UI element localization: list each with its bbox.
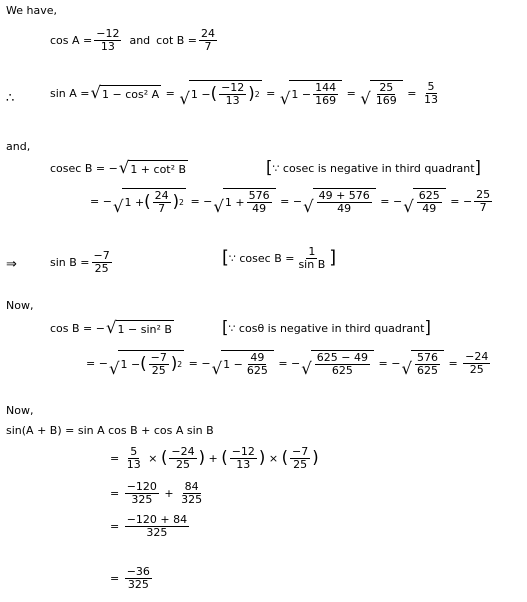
cos-b-formula: [50, 320, 175, 337]
cosec-b-derivation: = − √ 1 + ( $\frac{24}{7}$ ) 2 = − √ 1 + $\frac{576}{49}$ = − √ $\frac{49 + 576}{49}$ = − √ $\frac{625}{49}$ = − $\frac{25}{7}$: [90, 188, 491, 216]
sqrt-expression: √ $\frac{625}{49}$: [403, 188, 446, 215]
heading-now-2: Now,: [6, 404, 34, 417]
sin-a-label: sin A =: [50, 87, 90, 100]
sum-step-4: = $\frac{-36}{325}$: [110, 565, 150, 591]
therefore-symbol: ∴: [6, 91, 15, 106]
and-word: and: [129, 34, 151, 47]
sqrt-expression: √ 1 − $\frac{49}{625}$: [212, 350, 274, 377]
sqrt-expression: √ 1 − sin² B: [105, 318, 172, 337]
sin-a-derivation: sin A = √ 1 − cos² A = √ 1 − ( $\frac{-12}{13}$ ) 2 = √ 1 − $\frac{144}{169}$ = √ $\frac{25}{169}$ = $\frac{5}{13}$: [50, 80, 439, 108]
sin-b-label: sin B =: [50, 256, 90, 269]
sqrt-expression: √ $\frac{25}{169}$: [360, 80, 403, 107]
sqrt-expression: √ 1 − $\frac{144}{169}$: [280, 80, 342, 107]
cosec-b-label: cosec B = −: [50, 161, 118, 175]
cos-b-note: [ ∵ cosθ is negative in third quadrant ]: [222, 318, 431, 337]
sin-b-fraction: $\frac{-7}{25}$: [93, 249, 110, 275]
cos-b-result: $\frac{-24}{25}$: [465, 350, 489, 376]
sin-b-note: [ ∵ cosec B = $\frac{1}{\text{sin B}}$ ]: [222, 245, 337, 271]
sin-a-result: $\frac{5}{13}$: [424, 80, 439, 106]
sqrt-expression: √ 1 + cot² B: [118, 158, 187, 177]
sum-step-3: = $\frac{-120 + 84}{325}$: [110, 513, 188, 539]
sqrt-expression: √ $\frac{625 - 49}{625}$: [301, 350, 374, 377]
cos-a-label: cos A =: [50, 34, 93, 47]
sqrt-expression: √ 1 − ( $\frac{-7}{25}$ ) 2: [108, 351, 183, 378]
implies-symbol: ⇒: [6, 257, 17, 272]
cot-b-fraction: $\frac{24}{7}$: [201, 27, 216, 53]
heading-and: and,: [6, 140, 31, 153]
cos-b-label: cos B = −: [50, 321, 105, 335]
sqrt-expression: √ $\frac{576}{625}$: [401, 350, 444, 377]
sqrt-expression: √ 1 + ( $\frac{24}{7}$ ) 2: [112, 189, 184, 216]
sqrt-expression: √ 1 − ( $\frac{-12}{13}$ ) 2: [179, 81, 260, 108]
sqrt-expression: √ 1 − cos² A: [90, 83, 160, 103]
sqrt-expression: √ 1 + $\frac{576}{49}$: [213, 188, 275, 215]
sin-b-value: [50, 250, 114, 275]
sqrt-expression: √ $\frac{49 + 576}{49}$: [303, 188, 376, 215]
cosec-b-note: [ ∵ cosec is negative in third quadrant ]: [266, 158, 481, 177]
cos-b-derivation: = − √ 1 − ( $\frac{-7}{25}$ ) 2 = − √ 1 − $\frac{49}{625}$ = − √ $\frac{625 - 49}{625}$ = − √ $\frac{576}{625}$ = $\frac{-24}{25}$: [86, 350, 489, 378]
heading-we-have: We have,: [6, 4, 57, 17]
sum-formula: sin(A + B) = sin A cos B + cos A sin B: [6, 424, 214, 437]
cos-a-fraction: $\frac{-12}{13}$: [96, 27, 120, 53]
cosec-b-formula: [50, 160, 189, 177]
given-values: [50, 28, 219, 53]
cosec-b-result: $\frac{25}{7}$: [476, 188, 491, 214]
final-result: $\frac{-36}{325}$: [126, 565, 150, 591]
cot-b-label: cot B =: [156, 34, 198, 47]
sum-step-2: = $\frac{-120}{325}$ + $\frac{84}{325}$: [110, 480, 203, 506]
heading-now-1: Now,: [6, 299, 34, 312]
sum-step-1: = $\frac{5}{13}$ × ( $\frac{-24}{25}$ ) + ( $\frac{-12}{13}$ ) × ( $\frac{-7}{25}$ ): [110, 445, 319, 471]
